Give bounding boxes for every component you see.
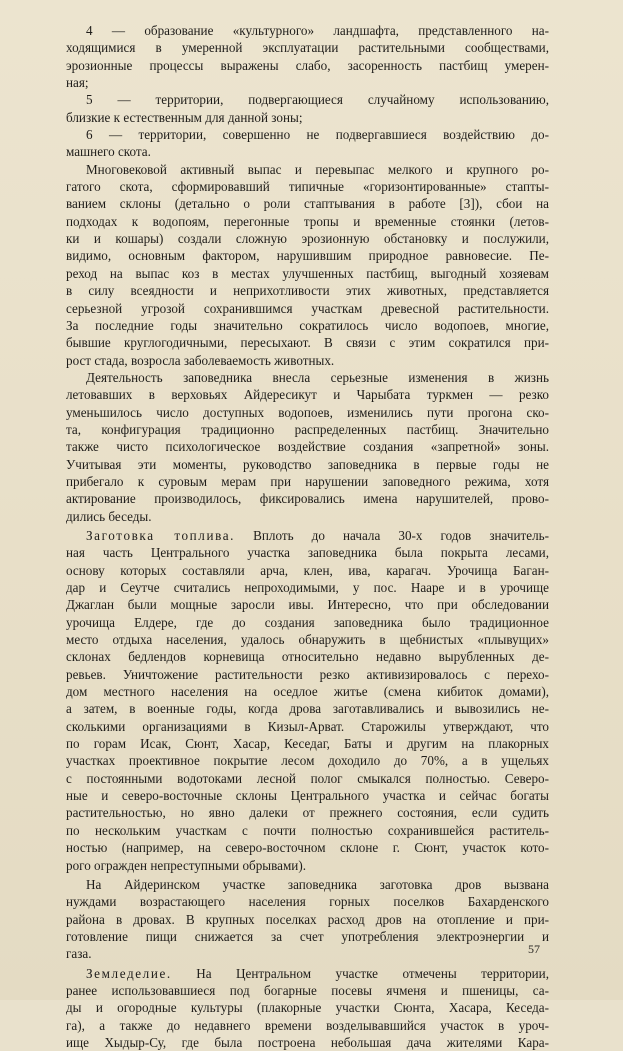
paragraph-agriculture xyxy=(66,965,549,1051)
text-line: по нескольким участкам с почти полностью сохранившейся раститель- xyxy=(66,822,549,838)
text-run: Вплоть до начала 30-х годов значитель- xyxy=(235,527,549,543)
text-line: участках проективное покрытие лесом доходило до 70%, а в ущельях xyxy=(66,753,549,769)
paragraph-reserve-activity xyxy=(66,369,549,525)
text-line: реход на выпас коз в местах улучшенных пастбищ, выгодный хозяевам xyxy=(66,265,549,281)
text-line: дар и Сеутче считались непроходимыми, у пос. Нааре и в урочище xyxy=(66,580,549,595)
text-line: 5 — территории, подвергающиеся случайному использованию, xyxy=(86,92,549,108)
text-line: Деятельность заповедника внесла серьезные изменения в жизнь xyxy=(86,369,549,385)
paragraph-fuel-harvesting xyxy=(66,527,549,874)
text-line: ранее использовавшиеся под богарные посевы ячменя и пшеницы, са- xyxy=(66,982,549,998)
text-line: а затем, в военные годы, когда дрова заготавливались и вывозились не- xyxy=(66,701,549,717)
text-line: 4 — образование «культурного» ландшафта, представленного на- xyxy=(86,23,549,38)
text-line: газа. xyxy=(66,946,92,962)
text-line xyxy=(66,965,549,982)
text-line: та, конфигурация традиционно распределенных пастбищ. Значительно xyxy=(66,421,549,437)
text-line: нуждами возрастающего населения горных поселков Бахарденского xyxy=(66,894,549,910)
text-line: ная; xyxy=(66,75,89,91)
text-line: рого огражден непреступными обрывами). xyxy=(66,857,306,873)
text-line: также чисто психологическое воздействие создания «запретной» зоны. xyxy=(66,439,549,455)
text-line: га), а также до недавнего времени возделывавшийся участок в уроч- xyxy=(66,1017,549,1033)
text-line: ная часть Центрального участка заповедника была покрыта лесами, xyxy=(66,545,549,561)
text-line: ды и огородные культуры (плакорные участки Сюнта, Хасара, Кеседа- xyxy=(66,1000,549,1016)
text-line: с постоянными водотоками лесной полог смыкался полностью. Северо- xyxy=(66,770,549,786)
text-line: ванием склоны (детально о роли стаптывания в работе [3]), сбои на xyxy=(66,196,549,212)
text-line: ные и северо-восточные склоны Центрального участка и сейчас богаты xyxy=(66,788,549,804)
text-line: ностью (например, на северо-восточном склоне г. Сюнт, участок кото- xyxy=(66,840,549,856)
text-line: склонах бедлендов корневища относительно недавно вырубленных де- xyxy=(66,649,549,665)
text-line: серьезной угрозой сохранившимся участкам древесной растительности. xyxy=(66,300,549,316)
paragraph-aydere-section xyxy=(66,876,549,963)
text-line: актирование производилось, фиксировались имена нарушителей, прово- xyxy=(66,491,549,507)
section-heading-fuel: Заготовка топлива. xyxy=(86,527,236,543)
text-line: дились беседы. xyxy=(66,508,152,524)
text-line: видимо, основным фактором, нарушившим природное равновесие. Пе- xyxy=(66,248,549,264)
text-line: подходах к водопоям, перегонные тропы и временные стоянки (летов- xyxy=(66,213,549,229)
text-line: в силу всеядности и неприхотливости этих животных, представляется xyxy=(66,283,549,299)
text-line: ище Хыдыр-Су, где была построена небольшая дача жителями Кара- xyxy=(66,1034,549,1050)
text-line: Учитывая эти моменты, руководство заповедника в первые годы не xyxy=(66,456,549,472)
text-run: На Центральном участке отмечены территории, xyxy=(171,965,549,981)
text-line: гатого скота, сформировавший типичные «горизонтированные» стапты- xyxy=(66,179,549,195)
text-line: летовавших в верховьях Айдересикут и Чарыбата туркмен — резко xyxy=(66,387,549,403)
text-line: района в дровах. В крупных поселках расход дров на отопление и при- xyxy=(66,911,549,927)
text-line: урочища Елдере, где до создания заповедника было традиционное xyxy=(66,614,549,630)
section-heading-agriculture: Земледелие. xyxy=(86,965,172,981)
text-line xyxy=(66,527,549,544)
text-line: дом местного населения на оседлое житье (смена кибиток домами), xyxy=(66,684,549,700)
text-line: бывшие круглогодичными, пересыхают. В связи с этим сократился при- xyxy=(66,335,549,351)
text-line: За последние годы значительно сократилось число водопоев, многие, xyxy=(66,317,549,333)
text-line: уменьшилось число доступных водопоев, изменились пути прогона ско- xyxy=(66,404,549,420)
text-line: эрозионные процессы выражены слабо, засоренность пастбищ умерен- xyxy=(66,57,549,73)
text-line: ки и кошары) создали сложную эрозионную обстановку и послужили, xyxy=(66,231,549,247)
paragraph-livestock-impact xyxy=(66,161,549,369)
text-line: Многовековой активный выпас и перевыпас мелкого и крупного ро- xyxy=(86,161,549,177)
text-line: прибегало к суровым мерам при нарушении заповедного режима, хотя xyxy=(66,473,549,489)
paragraph-grazing-level-4 xyxy=(66,22,549,91)
text-line: растительностью, но явно далеки от прежнего состояния, если судить xyxy=(66,805,549,821)
text-line: рост стада, возросла заболеваемость животных. xyxy=(66,352,335,368)
text-line: сколькими организациями в Кизыл-Арват. Старожилы утверждают, что xyxy=(66,718,549,734)
text-line: машнего скота. xyxy=(66,144,151,160)
text-line: по горам Исак, Сюнт, Хасар, Кеседаг, Баты и другим на плакорных xyxy=(66,736,549,752)
body-text xyxy=(66,22,549,1051)
page-number: 57 xyxy=(528,942,540,956)
paragraph-grazing-level-5 xyxy=(66,91,549,126)
text-line: место отдыха населения, удалось обнаружить в щебнистых «плывущих» xyxy=(66,632,549,648)
text-line: готовление пищи снижается за счет употребления электроэнергии и xyxy=(66,928,549,944)
text-line: На Айдеринском участке заповедника заготовка дров вызвана xyxy=(86,876,549,892)
text-line: близкие к естественным для данной зоны; xyxy=(66,109,303,125)
text-line: ревьев. Уничтожение растительности резко активизировалось с перехо- xyxy=(66,666,549,682)
text-line: основу которых составляли арча, клен, ива, карагач. Урочища Баган- xyxy=(66,562,549,578)
text-line: Джаглан были мощные заросли ивы. Интересно, что при обследовании xyxy=(66,597,549,613)
paragraph-grazing-level-6 xyxy=(66,126,549,161)
text-line: ходящимися в умеренной эксплуатации растительными сообществами, xyxy=(66,40,549,56)
text-line: 6 — территории, совершенно не подвергавшиеся воздействию до- xyxy=(86,127,549,143)
